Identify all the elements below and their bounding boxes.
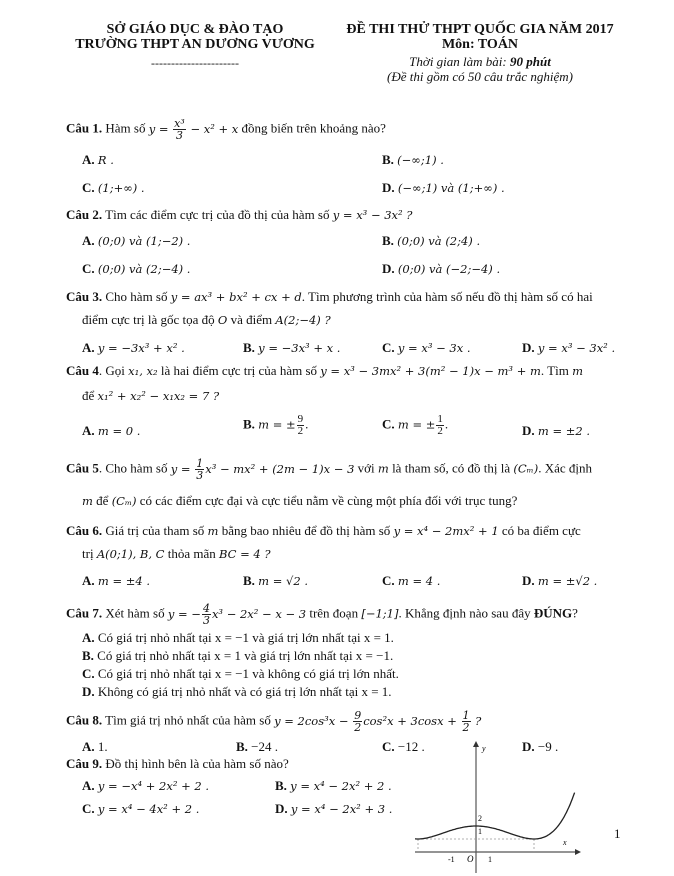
denominator: 2	[437, 425, 443, 437]
function-graph	[415, 735, 585, 875]
question-text: trị	[82, 546, 94, 561]
option-letter: D.	[522, 573, 535, 588]
duration-value: 90 phút	[510, 54, 551, 69]
option-c[interactable]	[82, 666, 399, 682]
question-1	[66, 118, 386, 141]
question-text: Đồ thị hình bên là của hàm số nào?	[105, 756, 289, 771]
question-5-line-2	[82, 493, 517, 509]
option-a[interactable]	[82, 573, 150, 589]
option-letter: B.	[243, 340, 255, 355]
option-text: (0;0) và (1;−2) .	[97, 234, 191, 248]
option-text: Không có giá trị nhỏ nhất và có giá trị lớn nhất tại x = 1.	[97, 684, 392, 699]
option-c[interactable]	[82, 180, 145, 196]
option-letter: A.	[82, 778, 95, 793]
formula-part: y =	[148, 121, 173, 136]
option-letter: C.	[382, 739, 395, 754]
numerator: x³	[174, 117, 185, 130]
option-letter: A.	[82, 630, 95, 645]
fraction	[353, 710, 362, 733]
option-a[interactable]	[82, 340, 185, 356]
option-letter: D.	[275, 801, 288, 816]
option-c[interactable]	[82, 801, 199, 817]
y-axis-arrow-icon	[473, 741, 479, 747]
option-letter: A.	[82, 152, 95, 167]
formula-part: − x² + x	[186, 121, 239, 136]
formula: BC = 4 ?	[219, 547, 271, 561]
option-text: Có giá trị nhỏ nhất tại x = −1 và giá trị lớn nhất tại x = 1.	[97, 630, 394, 645]
option-letter: A.	[82, 423, 95, 438]
question-label: Câu 7.	[66, 605, 103, 621]
option-text: m = 0 .	[97, 424, 141, 438]
y-axis-label: y	[482, 744, 486, 753]
question-text: với	[357, 460, 375, 476]
denominator: 3	[202, 614, 210, 627]
question-4-line-2	[82, 388, 219, 404]
option-b[interactable]	[236, 739, 278, 755]
question-text: Tìm giá trị nhỏ nhất của hàm số	[105, 712, 271, 728]
denominator: 2	[297, 425, 304, 437]
option-a[interactable]	[82, 739, 108, 755]
question-7	[66, 603, 578, 626]
option-letter: C.	[82, 261, 95, 276]
formula-part: ?	[471, 713, 482, 728]
question-text: Xét hàm số	[105, 605, 165, 621]
option-text: m = ±	[397, 417, 436, 432]
numerator: 9	[297, 413, 304, 425]
option-letter: C.	[82, 801, 95, 816]
option-c[interactable]	[82, 261, 190, 277]
question-text: . Xác định	[538, 460, 592, 476]
formula	[170, 457, 355, 482]
option-a[interactable]	[82, 152, 114, 168]
formula	[148, 117, 239, 142]
option-text: −9 .	[537, 739, 559, 754]
option-letter: C.	[382, 573, 395, 588]
option-text: .	[305, 416, 309, 432]
exam-title: ĐỀ THI THỬ THPT QUỐC GIA NĂM 2017	[346, 22, 614, 37]
formula: [−1;1]	[361, 606, 399, 621]
formula-part: y =	[170, 461, 195, 476]
header-divider: ----------------------	[151, 56, 239, 70]
option-letter: C.	[82, 180, 95, 195]
option-a[interactable]	[82, 423, 140, 439]
fraction	[195, 458, 204, 481]
y-tick-1: 1	[478, 827, 482, 836]
option-b[interactable]	[275, 778, 392, 794]
option-d[interactable]	[382, 261, 500, 277]
question-text: Giá trị của tham số	[105, 523, 205, 538]
question-label: Câu 1.	[66, 120, 103, 136]
option-c[interactable]	[382, 340, 471, 356]
option-d[interactable]	[522, 423, 590, 439]
option-letter: D.	[522, 423, 535, 438]
formula-part: y = 2cos³x −	[274, 713, 353, 728]
exam-duration	[310, 54, 650, 70]
question-2	[66, 207, 412, 223]
denominator: 3	[175, 129, 183, 142]
option-d[interactable]	[382, 180, 505, 196]
formula-part: x³ − 2x² − x − 3	[211, 606, 307, 621]
option-text: m = ±4 .	[97, 574, 151, 588]
option-letter: A.	[82, 233, 95, 248]
option-text: y = −3x³ + x .	[258, 341, 341, 355]
option-letter: D.	[82, 684, 95, 699]
formula	[274, 709, 482, 734]
question-text: và điểm	[230, 312, 273, 327]
option-b[interactable]	[82, 648, 393, 664]
option-text: −12 .	[397, 739, 425, 754]
school-name: TRƯỜNG THPT AN DƯƠNG VƯƠNG	[75, 37, 315, 52]
question-text: thỏa mãn	[167, 546, 216, 561]
option-letter: A.	[82, 573, 95, 588]
question-text: . Khẳng định nào sau đây	[398, 605, 531, 621]
question-3-line-2	[82, 312, 331, 328]
option-letter: D.	[382, 180, 395, 195]
option-text: y = x³ − 3x .	[397, 341, 471, 355]
question-3	[66, 289, 593, 305]
question-6-line-2	[82, 546, 271, 562]
option-text: Có giá trị nhỏ nhất tại x = −1 và không có giá trị lớn nhất.	[97, 666, 399, 681]
department-name: SỞ GIÁO DỤC & ĐÀO TẠO	[106, 22, 284, 37]
option-a[interactable]	[82, 233, 190, 249]
fraction	[297, 414, 305, 437]
formula: x₁² + x₂² − x₁x₂ = 7 ?	[97, 389, 220, 403]
option-text: .	[444, 416, 449, 432]
option-letter: D.	[382, 261, 395, 276]
option-text: (0;0) và (2;−4) .	[97, 262, 191, 276]
option-letter: C.	[382, 416, 395, 432]
option-text: y = −x⁴ + 2x² + 2 .	[97, 779, 209, 793]
question-label: Câu 3.	[66, 289, 103, 304]
option-letter: B.	[382, 152, 394, 167]
option-d[interactable]	[522, 573, 597, 589]
formula: A(2;−4) ?	[275, 313, 331, 327]
question-8	[66, 710, 481, 733]
question-label: Câu 2.	[66, 207, 103, 222]
formula: O	[217, 313, 228, 327]
denominator: 3	[196, 469, 204, 482]
formula: x₁, x₂	[128, 364, 158, 378]
question-text: Tìm các điểm cực trị của đồ thị của hàm số	[105, 207, 330, 222]
question-text: là tham số, có đồ thị là	[392, 460, 511, 476]
option-b[interactable]	[243, 573, 308, 589]
x-tick-1: 1	[488, 855, 492, 864]
question-text: Hàm số	[105, 120, 146, 136]
option-b[interactable]	[243, 414, 308, 437]
question-text: đồng biến trên khoảng nào?	[241, 120, 386, 136]
option-letter: C.	[82, 666, 95, 681]
numerator: 1	[196, 457, 204, 470]
numerator: 9	[354, 709, 362, 722]
question-label: Câu 9.	[66, 756, 103, 771]
question-label: Câu 4	[66, 363, 99, 378]
option-letter: D.	[522, 739, 535, 754]
question-label: Câu 6.	[66, 523, 103, 538]
formula: (Cₘ)	[111, 494, 137, 508]
question-text: . Gọi	[98, 363, 125, 378]
formula: y = x³ − 3x² ?	[332, 208, 413, 222]
option-text: y = x⁴ − 2x² + 3 .	[290, 802, 393, 816]
numerator: 4	[202, 602, 210, 615]
option-text: m = 4 .	[397, 574, 441, 588]
option-letter: D.	[522, 340, 535, 355]
formula: y = ax³ + bx² + cx + d	[170, 290, 302, 304]
option-c[interactable]	[382, 573, 440, 589]
option-b[interactable]	[243, 340, 340, 356]
x-tick-neg1: -1	[448, 855, 455, 864]
question-text: ?	[572, 605, 578, 621]
question-text: Cho hàm số	[105, 289, 168, 304]
question-label: Câu 5	[66, 460, 99, 476]
denominator: 2	[354, 721, 362, 734]
question-text: có ba điểm cực	[501, 523, 581, 538]
fraction	[436, 414, 444, 437]
option-text: −24 .	[251, 739, 279, 754]
option-text: 1.	[97, 739, 108, 754]
function-curve	[415, 789, 575, 839]
formula: m	[377, 461, 389, 476]
page-number: 1	[614, 826, 621, 841]
question-text: điểm cực trị là gốc tọa độ	[82, 312, 215, 327]
fraction	[462, 710, 471, 733]
emphasis-text: ĐÚNG	[533, 605, 573, 621]
question-text: . Cho hàm số	[98, 460, 168, 476]
fraction	[173, 118, 186, 141]
option-text: y = x³ − 3x² .	[537, 341, 616, 355]
formula-part: y = −	[167, 606, 201, 621]
option-letter: B.	[243, 573, 255, 588]
question-9	[66, 756, 289, 772]
option-d[interactable]	[275, 801, 392, 817]
option-text: R .	[97, 153, 114, 167]
option-text: (−∞;1) và (1;+∞) .	[397, 181, 505, 195]
formula: A(0;1), B, C	[96, 547, 165, 561]
option-text: Có giá trị nhỏ nhất tại x = 1 và giá trị lớn nhất tại x = −1.	[97, 648, 394, 663]
option-text: m = √2 .	[258, 574, 308, 588]
option-a[interactable]	[82, 778, 209, 794]
question-6	[66, 523, 581, 539]
question-text: có các điểm cực đại và cực tiểu nằm về cùng một phía đối với trục tung?	[139, 493, 518, 508]
option-text: y = x⁴ − 2x² + 2 .	[290, 779, 392, 793]
option-letter: B.	[382, 233, 394, 248]
option-text: m = ±	[258, 417, 296, 432]
x-axis-arrow-icon	[575, 849, 581, 855]
question-text: để	[82, 388, 95, 403]
denominator: 2	[462, 721, 470, 734]
option-letter: B.	[236, 739, 248, 754]
option-b[interactable]	[382, 152, 444, 168]
question-text: . Tìm	[540, 363, 569, 378]
option-text: (0;0) và (−2;−4) .	[397, 262, 501, 276]
subject: Môn: TOÁN	[441, 37, 519, 52]
question-text: trên đoạn	[309, 605, 359, 621]
formula: y = x⁴ − 2mx² + 1	[393, 524, 499, 538]
formula	[167, 602, 307, 627]
formula-part: x³ − mx² + (2m − 1)x − 3	[205, 461, 355, 476]
option-letter: B.	[243, 416, 255, 432]
option-text: y = x⁴ − 4x² + 2 .	[97, 802, 200, 816]
option-a[interactable]	[82, 630, 394, 646]
option-text: y = −3x³ + x² .	[97, 341, 185, 355]
option-text: (0;0) và (2;4) .	[397, 234, 481, 248]
formula-part: cos²x + 3cosx +	[363, 713, 461, 728]
question-text: là hai điểm cực trị của hàm số	[160, 363, 318, 378]
question-5	[66, 458, 592, 481]
option-d[interactable]	[522, 340, 615, 356]
option-text: (1;+∞) .	[97, 181, 145, 195]
formula: y = x³ − 3mx² + 3(m² − 1)x − m³ + m	[320, 364, 541, 378]
formula: m	[82, 494, 93, 508]
numerator: 1	[437, 413, 443, 425]
exam-note: (Đề thi gồm có 50 câu trắc nghiệm)	[387, 69, 573, 84]
option-c[interactable]	[382, 414, 448, 437]
option-letter: A.	[82, 340, 95, 355]
option-letter: A.	[82, 739, 95, 754]
question-text: bằng bao nhiêu để đồ thị hàm số	[221, 523, 391, 538]
formula: m	[572, 364, 583, 378]
origin-label: O	[467, 854, 474, 864]
question-text: để	[96, 493, 109, 508]
option-letter: C.	[382, 340, 395, 355]
option-d[interactable]	[82, 684, 392, 700]
y-tick-2: 2	[478, 814, 482, 823]
option-letter: B.	[82, 648, 94, 663]
option-text: (−∞;1) .	[397, 153, 444, 167]
formula: m	[207, 524, 219, 538]
x-axis-label: x	[563, 838, 567, 847]
formula: (Cₘ)	[513, 461, 539, 476]
question-text: . Tìm phương trình của hàm số nếu đồ thị hàm số có hai	[301, 289, 593, 304]
option-text: m = ±2 .	[537, 424, 591, 438]
duration-label: Thời gian làm bài:	[409, 54, 510, 69]
question-4	[66, 363, 583, 379]
option-b[interactable]	[382, 233, 480, 249]
numerator: 1	[462, 709, 470, 722]
option-text: m = ±√2 .	[537, 574, 598, 588]
option-letter: B.	[275, 778, 287, 793]
fraction	[202, 603, 211, 626]
question-label: Câu 8.	[66, 712, 103, 728]
